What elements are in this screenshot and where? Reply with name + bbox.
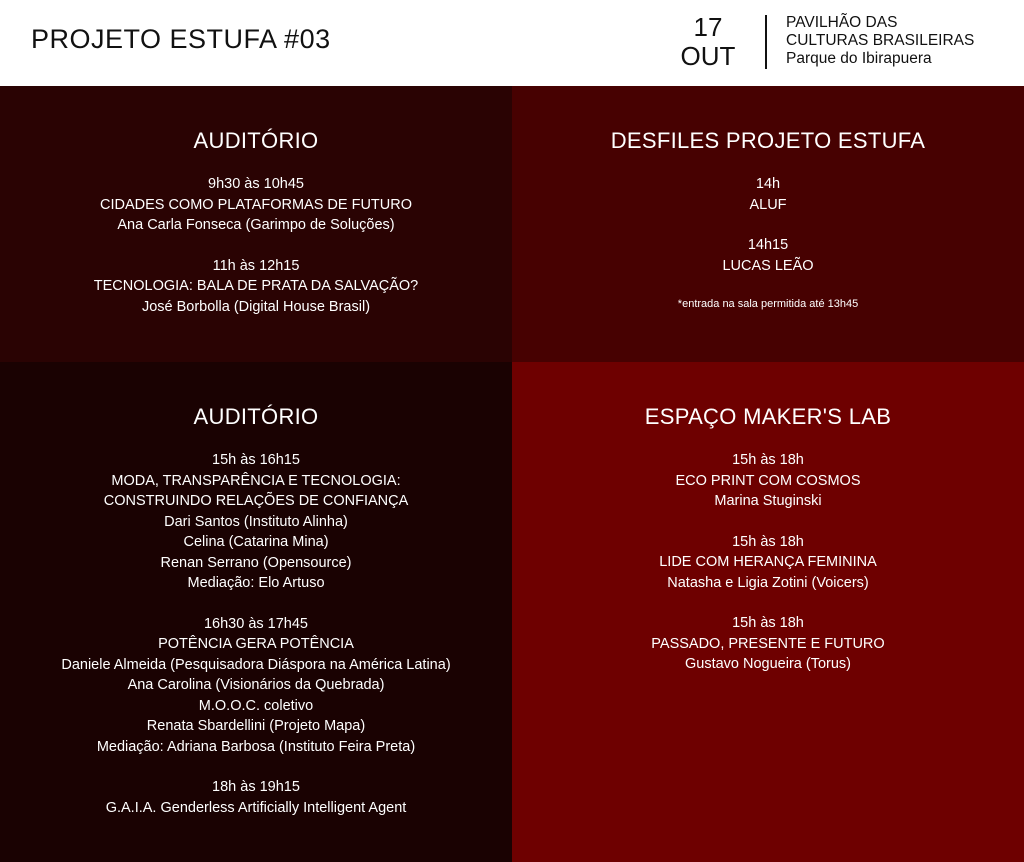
- session-line: PASSADO, PRESENTE E FUTURO: [651, 635, 885, 652]
- session-line: POTÊNCIA GERA POTÊNCIA: [158, 636, 354, 652]
- section-heading: DESFILES PROJETO ESTUFA: [610, 128, 926, 153]
- session-line: CONSTRUINDO RELAÇÕES DE CONFIANÇA: [103, 493, 409, 509]
- schedule-item: [0, 450, 512, 594]
- session-time: 16h30 às 17h45: [203, 615, 308, 632]
- panel-makers-lab: [512, 362, 1024, 862]
- schedule-item: [512, 235, 1024, 276]
- session-line: Marina Stuginski: [714, 493, 822, 509]
- schedule-item: [0, 174, 512, 236]
- session-line: CIDADES COMO PLATAFORMAS DE FUTURO: [99, 196, 413, 213]
- session-line: Ana Carolina (Visionários da Quebrada): [127, 677, 385, 693]
- session-time: 15h às 16h15: [212, 452, 300, 468]
- session-line: Daniele Almeida (Pesquisadora Diáspora na América Latina): [61, 656, 451, 673]
- session-line: Mediação: Elo Artuso: [187, 575, 325, 591]
- session-line: LIDE COM HERANÇA FEMININA: [659, 554, 877, 570]
- session-time: 18h às 19h15: [212, 779, 300, 795]
- session-line: José Borbolla (Digital House Brasil): [141, 298, 371, 315]
- section-heading: AUDITÓRIO: [193, 128, 319, 153]
- schedule-item: [512, 613, 1024, 675]
- header-divider: [765, 15, 767, 69]
- section-heading: ESPAÇO MAKER'S LAB: [644, 404, 892, 429]
- session-line: Renata Sbardellini (Projeto Mapa): [146, 718, 366, 734]
- session-line: Ana Carla Fonseca (Garimpo de Soluções): [117, 217, 395, 233]
- session-time: 15h às 18h: [732, 615, 804, 631]
- session-time: 9h30 às 10h45: [208, 176, 304, 192]
- panel-desfiles: [512, 86, 1024, 362]
- session-time: 14h: [755, 176, 781, 192]
- event-day: 17: [693, 12, 723, 42]
- session-line: TECNOLOGIA: BALA DE PRATA DA SALVAÇÃO?: [93, 278, 419, 294]
- session-line: MODA, TRANSPARÊNCIA E TECNOLOGIA:: [111, 472, 401, 489]
- schedule-item: [512, 532, 1024, 594]
- session-time: 14h15: [747, 237, 789, 253]
- session-line: Celina (Catarina Mina): [183, 534, 329, 550]
- venue-line: CULTURAS BRASILEIRAS: [786, 32, 975, 49]
- schedule-item: [0, 256, 512, 318]
- session-line: Natasha e Ligia Zotini (Voicers): [667, 574, 869, 591]
- schedule-item: [0, 614, 512, 758]
- schedule-item: [512, 450, 1024, 512]
- schedule-item: [512, 174, 1024, 215]
- schedule-item: [0, 777, 512, 818]
- session-line: ECO PRINT COM COSMOS: [675, 472, 861, 489]
- header: [0, 0, 1024, 86]
- section-heading: AUDITÓRIO: [193, 404, 319, 429]
- session-line: Dari Santos (Instituto Alinha): [164, 513, 348, 530]
- event-date: [668, 13, 748, 71]
- panel-auditorio-afternoon: [0, 362, 512, 862]
- venue: [786, 14, 974, 68]
- panel-auditorio-morning: [0, 86, 512, 362]
- session-line: LUCAS LEÃO: [722, 257, 814, 274]
- venue-location: Parque do Ibirapuera: [786, 50, 932, 67]
- session-line: Renan Serrano (Opensource): [160, 554, 352, 571]
- session-line: Gustavo Nogueira (Torus): [684, 656, 851, 672]
- session-time: 15h às 18h: [732, 452, 804, 468]
- session-time: 11h às 12h15: [212, 257, 300, 274]
- session-line: Mediação: Adriana Barbosa (Instituto Feira Preta): [96, 738, 416, 755]
- page-title: PROJETO ESTUFA #03: [31, 24, 331, 54]
- session-line: M.O.O.C. coletivo: [198, 697, 314, 714]
- session-time: 15h às 18h: [732, 533, 804, 550]
- venue-line: PAVILHÃO DAS: [786, 14, 898, 31]
- session-line: G.A.I.A. Genderless Artificially Intelligent Agent: [105, 799, 407, 816]
- event-month: OUT: [680, 41, 736, 71]
- entry-note: *entrada na sala permitida até 13h45: [677, 298, 859, 310]
- session-line: ALUF: [749, 196, 787, 213]
